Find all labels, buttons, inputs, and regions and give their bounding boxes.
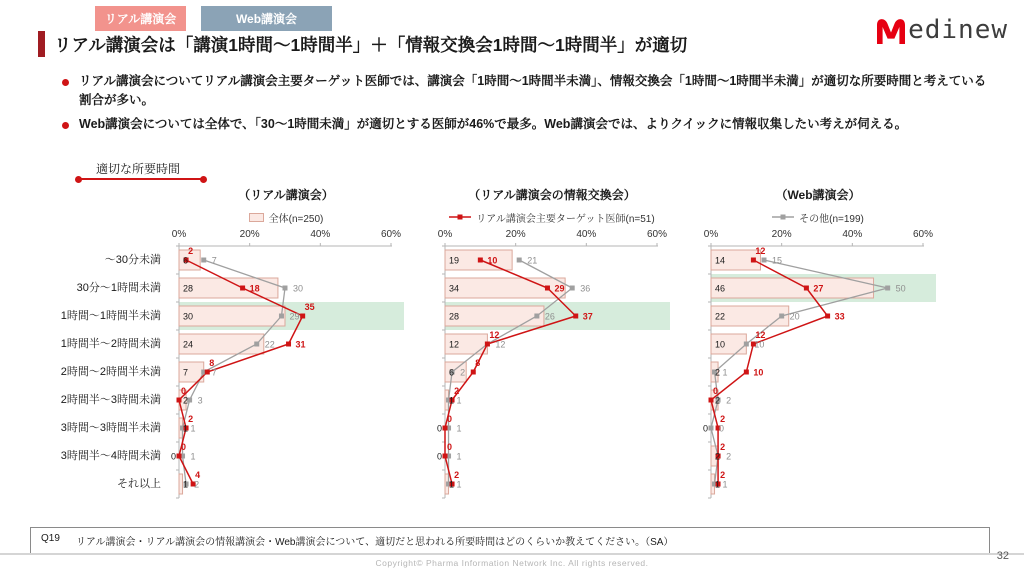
- bullet-dot-icon: [62, 79, 69, 86]
- svg-text:2: 2: [715, 395, 721, 406]
- svg-text:0: 0: [181, 386, 187, 396]
- footer-divider: [0, 553, 1024, 555]
- svg-text:0: 0: [436, 423, 442, 434]
- chart-panel: [434, 186, 670, 502]
- svg-text:1: 1: [449, 395, 455, 406]
- svg-text:15: 15: [772, 255, 783, 266]
- svg-text:0: 0: [719, 423, 725, 434]
- svg-text:19: 19: [449, 255, 460, 266]
- svg-text:8: 8: [475, 358, 481, 368]
- category-label: 3時間半〜4時間未満: [60, 450, 161, 462]
- category-label: 1時間〜1時間半未満: [60, 310, 161, 322]
- svg-text:35: 35: [304, 302, 315, 312]
- svg-text:20: 20: [789, 311, 800, 322]
- svg-text:34: 34: [449, 283, 460, 294]
- chart-title: （リアル講演会の情報交換会）: [468, 188, 636, 202]
- svg-text:60%: 60%: [380, 229, 402, 240]
- svg-text:14: 14: [715, 255, 726, 266]
- legend-label: その他(n=199): [799, 213, 864, 225]
- bullet-item: [62, 72, 988, 110]
- category-labels: [50, 186, 168, 502]
- legend-line-swatch-icon: [772, 213, 794, 221]
- category-label: 〜30分未満: [104, 254, 161, 266]
- svg-text:12: 12: [755, 330, 766, 340]
- svg-text:12: 12: [489, 330, 500, 340]
- svg-text:0: 0: [702, 423, 708, 434]
- svg-text:27: 27: [813, 283, 824, 294]
- svg-text:60%: 60%: [646, 229, 668, 240]
- question-text: リアル講演会・リアル講演会の情報講演会・Web講演会について、適切だと思われる所要時間はどのくらいか教えてください。（SA）: [75, 537, 674, 548]
- chart-panel: [700, 186, 936, 502]
- svg-text:2: 2: [460, 367, 466, 378]
- copyright: Copyright© Pharma Information Network Inc. All rights reserved.: [375, 558, 649, 568]
- svg-text:10: 10: [487, 255, 498, 266]
- legend-label: リアル講演会主要ターゲット医師(n=51): [476, 213, 655, 225]
- question-box: [30, 527, 990, 554]
- bullet-text: リアル講演会についてリアル講演会主要ターゲット医師では、講演会「1時間〜1時間半未満」、情報交換会「1時間〜1時間半未満」が適切な所要時間と考えている割合が多い。: [79, 74, 987, 107]
- svg-text:29: 29: [554, 283, 565, 294]
- svg-text:0: 0: [447, 414, 453, 424]
- lecture-type-tabs: [95, 6, 332, 31]
- svg-text:10: 10: [753, 367, 764, 378]
- chart-plot: [168, 226, 404, 502]
- bullet-dot-icon: [62, 122, 69, 129]
- svg-text:24: 24: [183, 339, 194, 350]
- svg-text:2: 2: [720, 442, 726, 452]
- svg-text:7: 7: [211, 255, 217, 266]
- svg-text:1: 1: [449, 479, 455, 490]
- charts-row: [50, 186, 966, 502]
- svg-text:21: 21: [527, 255, 538, 266]
- svg-text:2: 2: [188, 246, 194, 256]
- svg-text:30: 30: [183, 311, 194, 322]
- svg-text:29: 29: [289, 311, 300, 322]
- category-label: 3時間〜3時間半未満: [60, 422, 161, 434]
- category-label: 2時間半〜3時間未満: [60, 394, 161, 406]
- svg-text:1: 1: [456, 395, 462, 406]
- chart-plot: [434, 226, 670, 502]
- page-title: リアル講演会は「講演1時間〜1時間半」＋「情報交換会1時間〜1時間半」が適切: [54, 34, 688, 55]
- medinew-logo: [874, 14, 1008, 46]
- svg-text:40%: 40%: [842, 229, 863, 240]
- chart-legend: [700, 208, 936, 226]
- svg-text:1: 1: [183, 423, 189, 434]
- svg-text:20%: 20%: [771, 229, 792, 240]
- section-label: 適切な所要時間: [96, 162, 181, 176]
- svg-text:1: 1: [190, 451, 196, 462]
- svg-text:2: 2: [726, 395, 732, 406]
- category-label: 1時間半〜2時間未満: [60, 338, 161, 350]
- svg-text:1: 1: [456, 451, 462, 462]
- svg-text:2: 2: [454, 386, 460, 396]
- svg-text:6: 6: [449, 367, 455, 378]
- legend-label: 全体(n=250): [268, 213, 324, 225]
- svg-text:2: 2: [188, 414, 194, 424]
- svg-text:2: 2: [720, 470, 726, 480]
- svg-text:0: 0: [436, 451, 442, 462]
- summary-bullets: [62, 72, 988, 138]
- svg-text:20%: 20%: [505, 229, 526, 240]
- bullet-item: [62, 115, 988, 134]
- svg-text:10: 10: [715, 339, 726, 350]
- svg-text:37: 37: [582, 311, 593, 322]
- svg-text:1: 1: [456, 423, 462, 434]
- svg-text:18: 18: [249, 283, 260, 294]
- question-code: Q19: [41, 533, 60, 544]
- svg-text:4: 4: [195, 470, 201, 480]
- svg-text:1: 1: [722, 479, 728, 490]
- tab-real-lecture[interactable]: リアル講演会: [95, 6, 186, 31]
- chart-legend: [434, 208, 670, 226]
- svg-text:7: 7: [183, 367, 189, 378]
- svg-text:0: 0: [181, 442, 187, 452]
- chart-legend: [168, 208, 404, 226]
- svg-text:0: 0: [713, 386, 719, 396]
- svg-text:1: 1: [722, 367, 728, 378]
- svg-text:46: 46: [715, 283, 726, 294]
- svg-text:2: 2: [194, 479, 200, 490]
- svg-text:60%: 60%: [912, 229, 934, 240]
- legend-bar-swatch-icon: [249, 213, 264, 222]
- title-accent-bar: [38, 31, 45, 57]
- svg-text:10: 10: [754, 339, 765, 350]
- bullet-text: Web講演会については全体で、「30〜1時間未満」が適切とする医師が46%で最多。Web講演会では、よりクイックに情報収集したい考えが伺える。: [79, 116, 908, 131]
- chart-plot: [700, 226, 936, 502]
- svg-text:20%: 20%: [239, 229, 260, 240]
- svg-text:0: 0: [170, 451, 176, 462]
- svg-text:0%: 0%: [703, 229, 719, 240]
- svg-text:1: 1: [715, 479, 721, 490]
- svg-text:12: 12: [755, 246, 766, 256]
- legend-line-swatch-icon: [449, 213, 471, 221]
- svg-text:2: 2: [715, 451, 721, 462]
- svg-text:0%: 0%: [171, 229, 187, 240]
- svg-text:22: 22: [715, 311, 726, 322]
- svg-text:1: 1: [183, 479, 189, 490]
- svg-text:40%: 40%: [576, 229, 597, 240]
- svg-text:40%: 40%: [310, 229, 331, 240]
- svg-text:26: 26: [544, 311, 555, 322]
- title-row: [38, 31, 874, 57]
- svg-text:22: 22: [264, 339, 275, 350]
- svg-text:30: 30: [293, 283, 304, 294]
- svg-text:3: 3: [197, 395, 203, 406]
- category-label: それ以上: [117, 478, 161, 490]
- tab-web-lecture[interactable]: Web講演会: [201, 6, 332, 31]
- chart-title: （Web講演会）: [775, 188, 861, 202]
- svg-text:33: 33: [834, 311, 845, 322]
- chart-title: （リアル講演会）: [238, 188, 334, 202]
- svg-text:12: 12: [495, 339, 506, 350]
- section-underline: [78, 178, 204, 180]
- svg-text:12: 12: [449, 339, 460, 350]
- chart-panel: [168, 186, 404, 502]
- category-label: 2時間〜2時間半未満: [60, 366, 161, 378]
- svg-text:2: 2: [183, 395, 189, 406]
- svg-text:2: 2: [720, 414, 726, 424]
- logo-text: edinew: [908, 15, 1008, 45]
- svg-text:2: 2: [454, 470, 460, 480]
- category-label: 30分〜1時間未満: [76, 282, 161, 294]
- svg-text:8: 8: [209, 358, 215, 368]
- svg-text:50: 50: [895, 283, 906, 294]
- svg-text:2: 2: [715, 367, 721, 378]
- svg-text:31: 31: [295, 339, 306, 350]
- svg-text:1: 1: [456, 479, 462, 490]
- svg-text:0: 0: [447, 442, 453, 452]
- page-number: 32: [996, 550, 1009, 562]
- svg-text:1: 1: [190, 423, 196, 434]
- svg-text:36: 36: [580, 283, 591, 294]
- svg-text:28: 28: [183, 283, 194, 294]
- svg-text:2: 2: [726, 451, 732, 462]
- svg-text:0%: 0%: [437, 229, 453, 240]
- svg-text:6: 6: [183, 255, 189, 266]
- svg-text:7: 7: [211, 367, 217, 378]
- logo-m-icon: [874, 14, 908, 46]
- svg-text:28: 28: [449, 311, 460, 322]
